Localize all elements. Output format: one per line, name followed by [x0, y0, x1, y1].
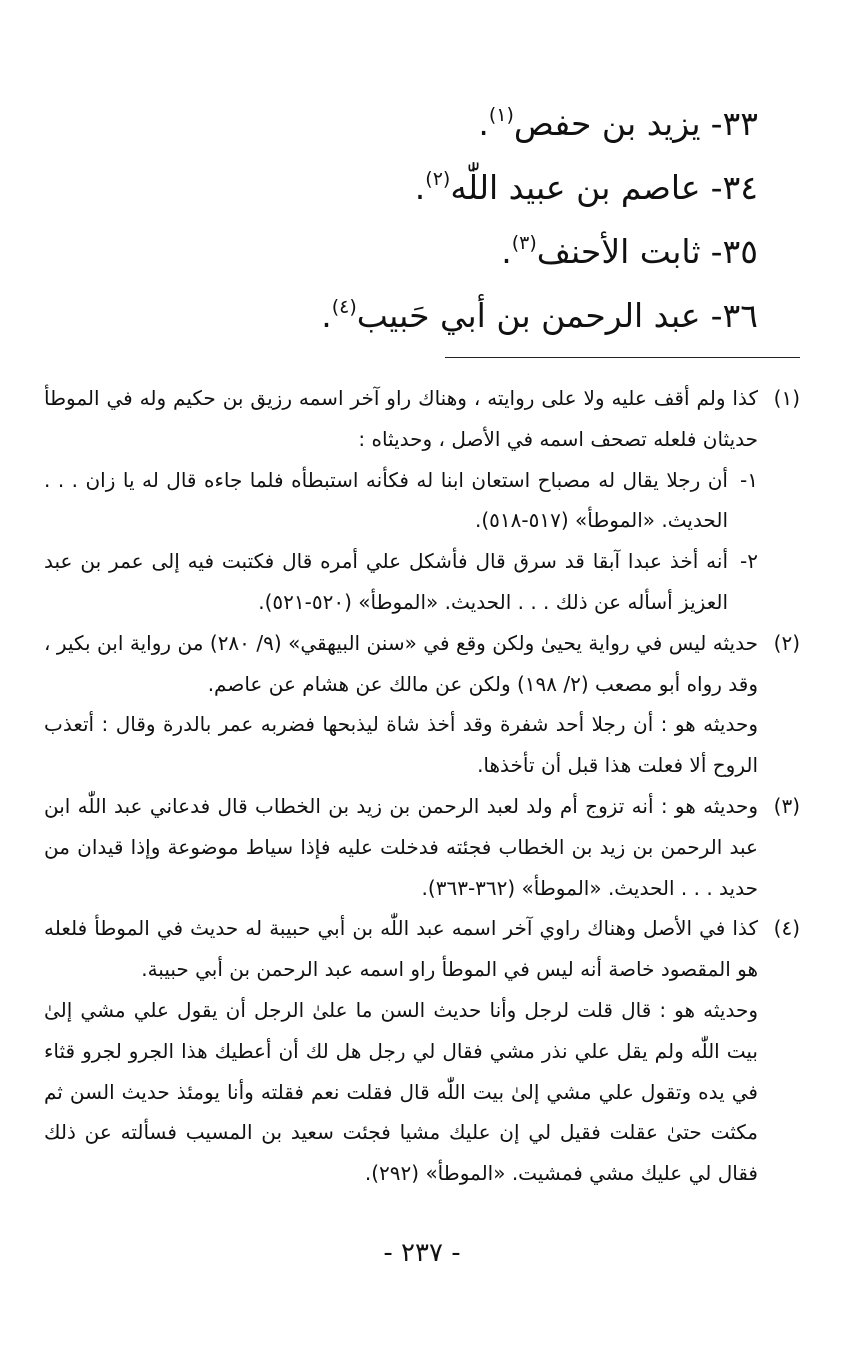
footnote-ref[interactable]: (٤) — [331, 296, 357, 318]
narrator-item — [198, 284, 758, 348]
item-number: ٣٦- — [710, 296, 758, 335]
footnote-subitem — [44, 541, 758, 623]
narrator-item — [198, 92, 758, 156]
footnote-ref[interactable]: (٣) — [511, 232, 537, 254]
subitem-number: ١- — [740, 467, 758, 492]
footnote-number: (٢) — [773, 630, 800, 655]
footnote-text: حديثه ليس في رواية يحيىٰ ولكن وقع في «سنن البيهقي» (٩/ ٢٨٠) من رواية ابن بكير ، وقد رواه أبو مصعب (٢/ ١٩٨) ولكن عن مالك عن هشام عن عاصم. — [44, 630, 758, 696]
item-end: . — [414, 168, 426, 207]
footnote-text: كذا ولم أقف عليه ولا على روايته ، وهناك راو آخر اسمه رزيق بن حكيم وله في الموطأ حديثان فلعله تصحف اسمه في الأصل ، وحديثاه : — [44, 386, 758, 451]
footnote-divider — [445, 357, 800, 358]
footnote-number: (٣) — [773, 793, 800, 818]
footnote-3 — [44, 786, 800, 908]
item-text: ثابت الأحنف — [536, 232, 701, 271]
subitem-text: أن رجلا يقال له مصباح استعان ابنا له فكأنه استبطأه فلما جاءه قال له يا زان . . . الحديث. «الموطأ» (٥١٧-٥١٨). — [44, 467, 728, 533]
footnote-2 — [44, 623, 800, 786]
footnote-text: كذا في الأصل وهناك راوي آخر اسمه عبد اللّٰه بن أبي حبيبة له حديث في الموطأ فلعله هو المقصود خاصة أنه ليس في الموطأ راو اسمه عبد الرحمن بن أبي حبيبة. — [44, 916, 758, 982]
item-text: عبد الرحمن بن أبي حَبيب — [356, 296, 701, 335]
subitem-text: أنه أخذ عبدا آبقا قد سرق قال فأشكل علي أمره قال فكتبت فيه إلى عمر بن عبد العزيز أسأله عن ذلك . . . الحديث. «الموطأ» (٥٢٠-٥٢١). — [44, 549, 728, 614]
narrator-item — [198, 220, 758, 284]
footnote-text: وحديثه هو : قال قلت لرجل وأنا حديث السن ما علىٰ الرجل أن يقول علي مشي إلىٰ بيت اللّٰه ولم يقل علي نذر مشي فقال لي رجل هل لك أن أعطيك هذا الجرو لجرو قثاء في يده وتقول علي مشي إلىٰ بيت اللّٰه قال فقلت نعم فقلته وأنا يومئذ حديث السن ثم مكثت حتىٰ عقلت فقيل لي إن عليك مشيا فجئت سعيد بن المسيب فسألته عن ذلك فقال لي عليك مشي فمشيت. «الموطأ» (٢٩٢). — [44, 997, 758, 1186]
narrator-list — [198, 92, 758, 348]
subitem-number: ٢- — [740, 549, 758, 574]
narrator-item — [198, 156, 758, 220]
item-text: يزيد بن حفص — [513, 104, 701, 143]
footnote-subitem — [44, 460, 758, 542]
footnote-text: وحديثه هو : أنه تزوج أم ولد لعبد الرحمن بن زيد بن الخطاب قال فدعاني عبد اللّٰه ابن عبد الرحمن بن زيد بن الخطاب فجئته فدخلت عليه فإذا سياط موضوعة وإذا قيدان من حديد . . . الحديث. «الموطأ» (٣٦٢-٣٦٣). — [44, 793, 758, 900]
footnotes — [44, 378, 800, 1194]
footnote-ref[interactable]: (١) — [488, 104, 514, 126]
footnote-4 — [44, 908, 800, 1194]
footnote-number: (٤) — [773, 916, 800, 941]
item-number: ٣٥- — [710, 232, 758, 271]
footnote-text: وحديثه هو : أن رجلا أحد شفرة وقد أخذ شاة ليذبحها فضربه عمر بالدرة وقال : أتعذب الروح ألا فعلت هذا قبل أن تأخذها. — [44, 712, 758, 778]
item-end: . — [321, 296, 332, 335]
item-number: ٣٣- — [710, 104, 758, 143]
item-text: عاصم بن عبيد اللّٰه — [450, 168, 701, 207]
page-number: - ٢٣٧ - — [383, 1238, 461, 1268]
footnote-ref[interactable]: (٢) — [425, 168, 451, 190]
item-end: . — [501, 232, 512, 271]
footnote-1 — [44, 378, 800, 623]
footnote-number: (١) — [773, 386, 800, 410]
item-number: ٣٤- — [710, 168, 758, 207]
item-end: . — [478, 104, 489, 143]
